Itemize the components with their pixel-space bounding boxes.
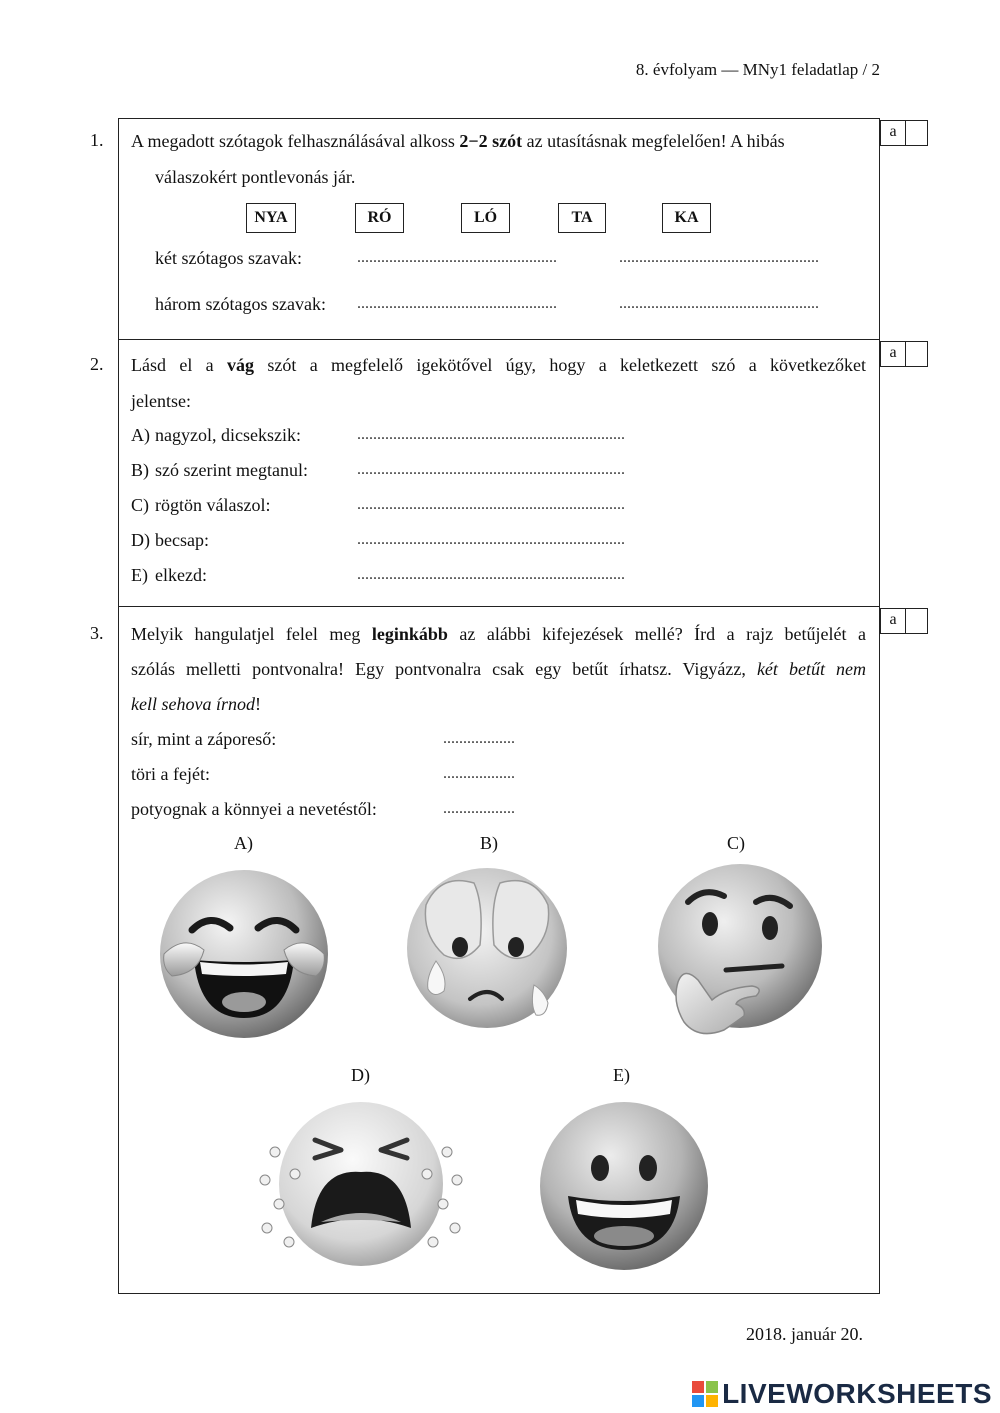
answer-blank[interactable]: ...................................................................	[357, 566, 625, 583]
item-letter: A)	[131, 425, 150, 445]
answer-blank[interactable]: ..................	[443, 730, 515, 747]
score-label: a	[881, 121, 906, 145]
logo-blocks-icon	[692, 1381, 718, 1407]
syllable-box: KA	[662, 203, 711, 233]
tears-of-joy-emoji-icon	[158, 868, 330, 1040]
footer-date: 2018. január 20.	[746, 1324, 863, 1344]
syllable-box: LÓ	[461, 203, 510, 233]
task2-item-c	[131, 494, 270, 516]
answer-blank[interactable]: ..................................................	[357, 249, 557, 266]
task3-line3	[131, 693, 261, 715]
score-label: a	[881, 609, 906, 633]
task1-row1-label: két szótagos szavak:	[155, 248, 302, 268]
task3-line2-text: szólás melletti pontvonalra! Egy pontvonalra csak egy betűt írhatsz. Vigyázz,	[131, 659, 757, 679]
task3-line3-post: !	[254, 694, 261, 714]
task2-instruction-bold: vág	[227, 355, 255, 375]
page-header: 8. évfolyam — MNy1 feladatlap / 2	[635, 60, 880, 79]
score-box-1[interactable]	[880, 120, 928, 146]
task2-item-b	[131, 459, 308, 481]
loudly-crying-emoji-icon	[255, 1092, 467, 1268]
grinning-emoji-icon	[538, 1100, 710, 1272]
answer-blank[interactable]: ..................................................	[357, 295, 557, 312]
task2-item-a	[131, 424, 301, 446]
task1-instruction-pre: A megadott szótagok felhasználásával alkoss	[131, 131, 460, 151]
task3-line1-post: az alábbi kifejezések mellé? Írd a rajz betűjelét a	[447, 624, 867, 644]
task-divider-1	[118, 339, 880, 340]
item-letter: C)	[131, 495, 149, 515]
task3-line1	[131, 623, 866, 645]
task3-line3-italic: kell sehova írnod	[131, 694, 255, 714]
answer-blank[interactable]: ..................................................	[619, 295, 819, 312]
emoji-label-b: B)	[480, 833, 498, 853]
task2-item-d	[131, 529, 209, 551]
item-letter: B)	[131, 460, 149, 480]
brand-name: LIVEWORKSHEETS	[722, 1378, 992, 1409]
answer-blank[interactable]: ...................................................................	[357, 496, 625, 513]
syllable-box: RÓ	[355, 203, 404, 233]
task3-number: 3.	[90, 623, 104, 643]
score-field[interactable]	[906, 609, 927, 633]
answer-blank[interactable]: ..................	[443, 800, 515, 817]
answer-blank[interactable]: ...................................................................	[357, 426, 625, 443]
task3-line1-bold: leginkább	[371, 624, 448, 644]
task3-line1-pre: Melyik hangulatjel felel meg	[131, 624, 372, 644]
task1-instruction-line2: válaszokért pontlevonás jár.	[155, 167, 356, 187]
task1-number: 1.	[90, 130, 104, 150]
item-text: elkezd:	[155, 565, 207, 585]
task1-instruction-bold: 2−2 szót	[459, 131, 523, 151]
item-letter: D)	[131, 530, 150, 550]
item-text: szó szerint megtanul:	[155, 460, 308, 480]
task1-instruction-post: az utasításnak megfelelően! A hibás	[522, 131, 785, 151]
emoji-label-d: D)	[351, 1065, 370, 1085]
liveworksheets-logo	[692, 1378, 992, 1410]
task2-instruction	[131, 354, 866, 376]
emoji-label-e: E)	[613, 1065, 630, 1085]
score-label: a	[881, 342, 906, 366]
task2-instruction-post: szót a megfelelő igekötővel úgy, hogy a keletkezett szó a következőket	[254, 355, 866, 375]
task2-instruction-line2: jelentse:	[131, 391, 191, 411]
syllable-box: TA	[558, 203, 606, 233]
item-text: nagyzol, dicsekszik:	[155, 425, 301, 445]
sad-crying-emoji-icon	[404, 865, 570, 1031]
emoji-label-a: A)	[234, 833, 253, 853]
thinking-emoji-icon	[652, 862, 824, 1044]
task1-row2-label: három szótagos szavak:	[155, 294, 326, 314]
item-letter: E)	[131, 565, 148, 585]
expression-1: sír, mint a záporeső:	[131, 729, 277, 749]
task2-instruction-pre: Lásd el a	[131, 355, 228, 375]
task2-item-e	[131, 564, 207, 586]
item-text: rögtön válaszol:	[155, 495, 271, 515]
score-box-2[interactable]	[880, 341, 928, 367]
syllable-box: NYA	[246, 203, 296, 233]
answer-blank[interactable]: ..................................................	[619, 249, 819, 266]
emoji-label-c: C)	[727, 833, 745, 853]
score-field[interactable]	[906, 342, 927, 366]
answer-blank[interactable]: ...................................................................	[357, 461, 625, 478]
task3-line2-italic: két betűt nem	[756, 659, 866, 679]
expression-2: töri a fejét:	[131, 764, 210, 784]
task3-line2	[131, 658, 866, 680]
score-field[interactable]	[906, 121, 927, 145]
task2-number: 2.	[90, 354, 104, 374]
answer-blank[interactable]: ..................	[443, 765, 515, 782]
task-divider-2	[118, 606, 880, 607]
task1-instruction	[131, 130, 785, 152]
item-text: becsap:	[155, 530, 209, 550]
expression-3: potyognak a könnyei a nevetéstől:	[131, 799, 377, 819]
answer-blank[interactable]: ...................................................................	[357, 531, 625, 548]
score-box-3[interactable]	[880, 608, 928, 634]
